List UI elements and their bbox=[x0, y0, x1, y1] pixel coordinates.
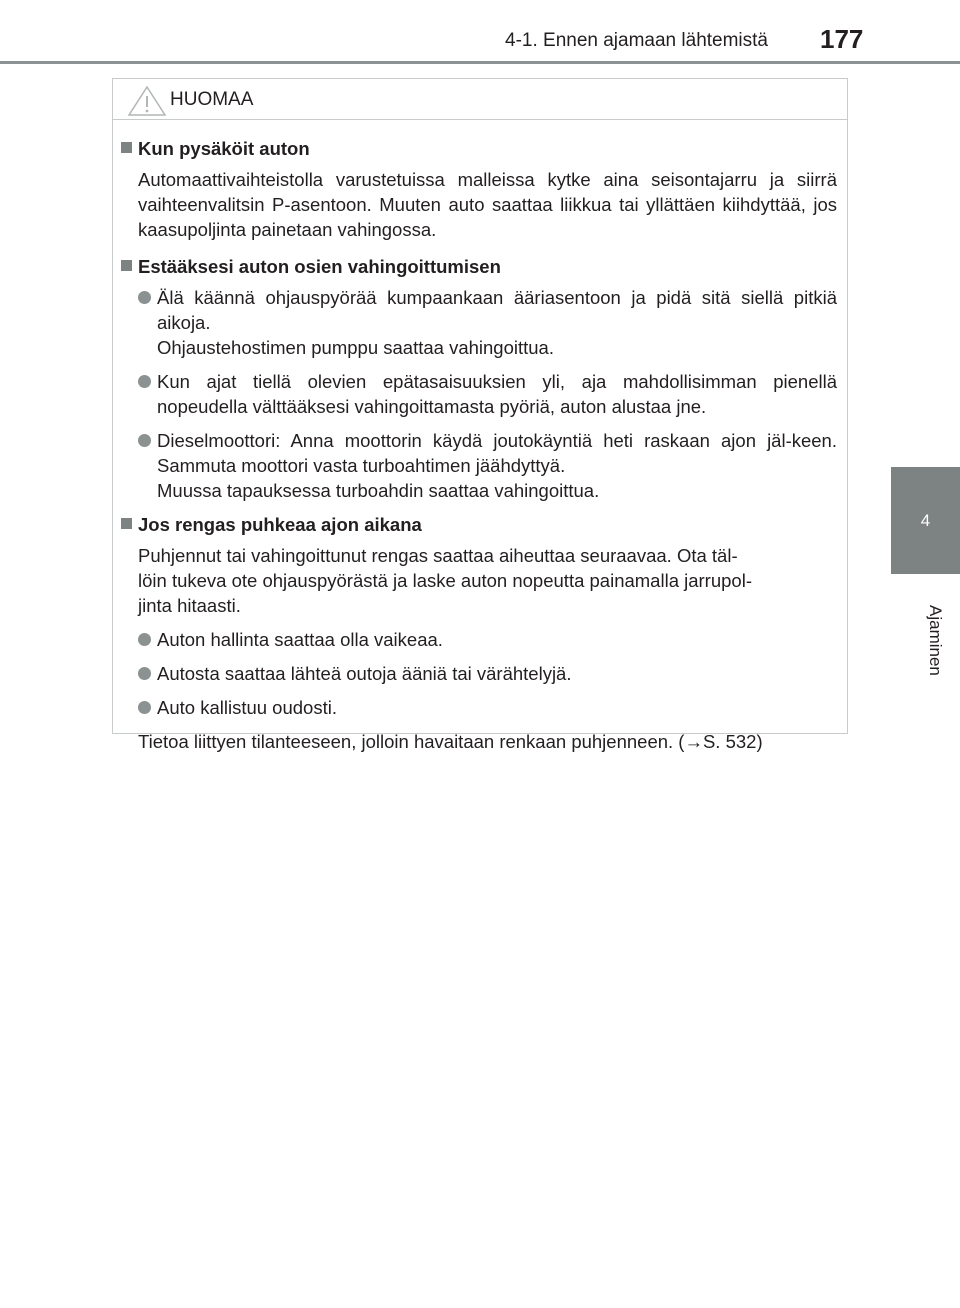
section-paragraph: Automaattivaihteistolla varustetuissa malleissa kytke aina seisontajarru ja siirrä vaihteenvalitsin P-asentoon. Muuten auto saattaa liikkua tai yllättäen kiihdyttää, jos kaasupoljinta painetaan vahingossa. bbox=[138, 169, 837, 240]
notice-title: HUOMAA bbox=[170, 89, 254, 110]
page-number: 177 bbox=[820, 24, 864, 54]
page-reference[interactable]: Tietoa liittyen tilanteeseen, jolloin havaitaan renkaan puhjenneen. (→S. 532) bbox=[138, 731, 763, 752]
list-item: Älä käännä ohjauspyörää kumpaankaan ääriasentoon ja pidä sitä siellä pitkiä aikoja. Ohjaustehostimen pumppu saattaa vahingoittua. bbox=[121, 285, 837, 360]
round-bullet-icon bbox=[138, 375, 151, 388]
warning-triangle-icon bbox=[127, 85, 167, 117]
round-bullet-icon bbox=[138, 633, 151, 646]
chapter-tab-label: Ajaminen bbox=[926, 604, 945, 676]
square-bullet-icon bbox=[121, 260, 132, 271]
list-item: Auto kallistuu oudosti. bbox=[121, 695, 837, 720]
chapter-tab-number: 4 bbox=[920, 510, 931, 530]
chapter-tab[interactable] bbox=[891, 467, 960, 574]
square-bullet-icon bbox=[121, 518, 132, 529]
round-bullet-icon bbox=[138, 701, 151, 714]
list-item: Autosta saattaa lähteä outoja ääniä tai värähtelyjä. bbox=[121, 661, 837, 686]
round-bullet-icon bbox=[138, 434, 151, 447]
round-bullet-icon bbox=[138, 291, 151, 304]
list-item: Kun ajat tiellä olevien epätasaisuuksien yli, aja mahdollisimman pienellä nopeudella välttääksesi vahingoittamasta pyöriä, auton alustaa jne. bbox=[121, 369, 837, 419]
round-bullet-icon bbox=[138, 667, 151, 680]
header-rule bbox=[0, 61, 960, 64]
square-bullet-icon bbox=[121, 142, 132, 153]
list-item: Auton hallinta saattaa olla vaikeaa. bbox=[121, 627, 837, 652]
section-title: Kun pysäköit auton bbox=[121, 136, 837, 161]
section-paragraph: Puhjennut tai vahingoittunut rengas saattaa aiheuttaa seuraavaa. Ota täl- löin tukeva ote ohjauspyörästä ja laske auton nopeutta painamalla jarrupol- jinta hitaasti. bbox=[138, 545, 752, 616]
notice-body bbox=[113, 120, 847, 754]
header-title: 4-1. Ennen ajamaan lähtemistä bbox=[505, 30, 768, 51]
section-title: Estääksesi auton osien vahingoittumisen bbox=[121, 254, 837, 279]
section-title: Jos rengas puhkeaa ajon aikana bbox=[121, 512, 837, 537]
notice-header bbox=[113, 79, 847, 120]
notice-box bbox=[112, 78, 848, 752]
list-item: Dieselmoottori: Anna moottorin käydä joutokäyntiä heti raskaan ajon jäl-keen. Sammuta moottori vasta turboahtimen jäähdyttyä. Muussa tapauksessa turboahdin saattaa vahingoittua. bbox=[121, 428, 837, 503]
